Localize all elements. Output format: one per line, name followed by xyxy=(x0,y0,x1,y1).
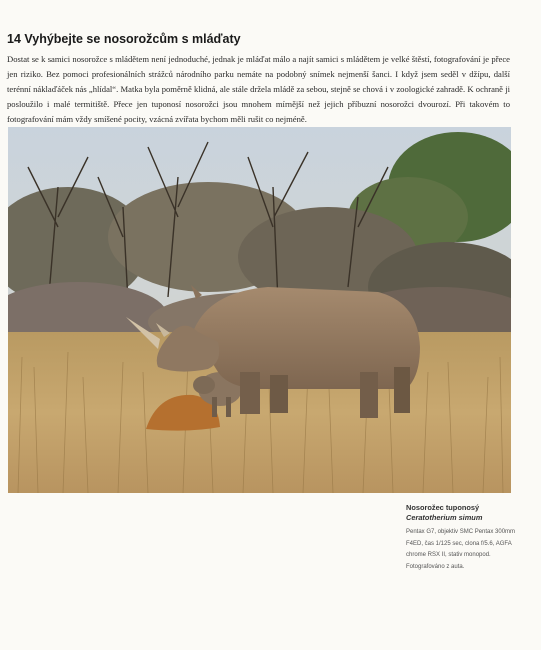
photo-caption xyxy=(406,503,516,573)
article-body: Dostat se k samici nosorožce s mládětem není jednoduché, jednak je mláďat málo a najít samici s mládětem je velké štěstí, fotografování je přece jen riziko. Bez pomoci profesionálních strážců národního parku nemáte na podobný snímek nejmenší šanci. I když jsem seděl v džípu, další terénní náklaďáček nás „hlídal“. Matka byla poměrně klidná, ale stále držela mládě za sebou, stejně se chová i v zoologické zahradě. K ochraně ji posloužilo i malé termitiště. Přece jen tuponosí nosorožci jsou mnohem mírnější než jejich příbuzní nosorožci dvourozí. Při takovém to fotografování mám vždy smíšené pocity, vzácná zvířata bychom měli rušit co nejméně. xyxy=(7,54,510,124)
caption-title: Nosorožec tuponosý xyxy=(406,503,480,512)
article-heading: 14 Vyhýbejte se nosorožcům s mláďaty xyxy=(7,32,241,46)
rhino-photo xyxy=(8,127,511,493)
rhino-photo-illustration xyxy=(8,127,511,493)
caption-technical-details: Pentax G7, objektiv SMC Pentax 300mm F4ED, čas 1/125 sec, clona f/5.6, AGFA chrome RSX II, stativ monopod. Fotografováno z auta. xyxy=(406,529,516,570)
caption-latin-name: Ceratotherium simum xyxy=(406,513,483,522)
